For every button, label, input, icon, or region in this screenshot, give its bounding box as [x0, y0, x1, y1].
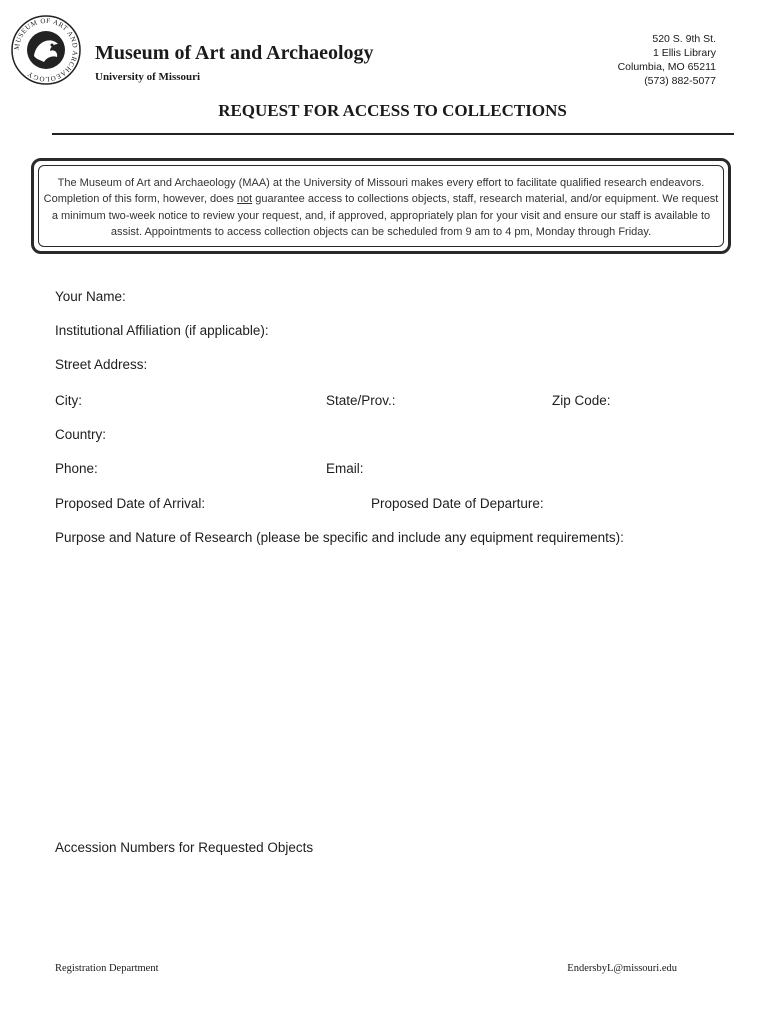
notice-text-part2: guarantee access to collections objects, staff, research material, and/or equipment. We request a minimum two-week notice to review your request, and, if approved, appropriately plan for your visit and ensure our staff is available to assist. Appointments to access collection objects can be scheduled from 9 am to 4 pm, Monday through Friday. — [51, 193, 719, 239]
field-zip-code[interactable]: Zip Code: — [552, 393, 611, 408]
footer-department: Registration Department — [55, 963, 159, 974]
field-research-purpose[interactable]: Purpose and Nature of Research (please be specific and include any equipment requirements): — [55, 530, 624, 545]
university-name: University of Missouri — [95, 71, 201, 83]
field-phone[interactable]: Phone: — [55, 461, 98, 476]
address-city: Columbia, MO 65211 — [617, 61, 716, 73]
field-departure-date[interactable]: Proposed Date of Departure: — [371, 496, 544, 511]
field-accession-numbers[interactable]: Accession Numbers for Requested Objects — [55, 840, 314, 855]
field-email[interactable]: Email: — [326, 461, 364, 476]
field-arrival-date[interactable]: Proposed Date of Arrival: — [55, 496, 206, 511]
notice-text — [42, 175, 720, 241]
field-your-name[interactable]: Your Name: — [55, 289, 126, 304]
address-phone: (573) 882-5077 — [644, 75, 716, 87]
notice-box — [31, 158, 731, 254]
museum-address — [618, 32, 716, 88]
title-divider — [52, 133, 734, 135]
form-title: REQUEST FOR ACCESS TO COLLECTIONS — [218, 101, 567, 120]
museum-name: Museum of Art and Archaeology — [95, 42, 374, 64]
address-street: 520 S. 9th St. — [652, 33, 716, 45]
notice-text-part1: The Museum of Art and Archaeology (MAA) at the University of Missouri makes every effort to facilitate qualified research endeavors. Completion of this form, however, does — [43, 177, 705, 206]
field-city[interactable]: City: — [55, 393, 82, 408]
logo-ring-text: MUSEUM OF ART AND ARCHAEOLOGY — [12, 16, 80, 84]
field-state-province[interactable]: State/Prov.: — [326, 393, 396, 408]
museum-logo — [10, 14, 82, 86]
footer-email[interactable]: EndersbyL@missouri.edu — [567, 963, 677, 974]
field-country[interactable]: Country: — [55, 427, 107, 442]
field-institutional-affiliation[interactable]: Institutional Affiliation (if applicable): — [55, 323, 269, 338]
field-street-address[interactable]: Street Address: — [55, 357, 148, 372]
notice-emphasis: not — [236, 193, 253, 206]
address-building: 1 Ellis Library — [652, 47, 716, 59]
